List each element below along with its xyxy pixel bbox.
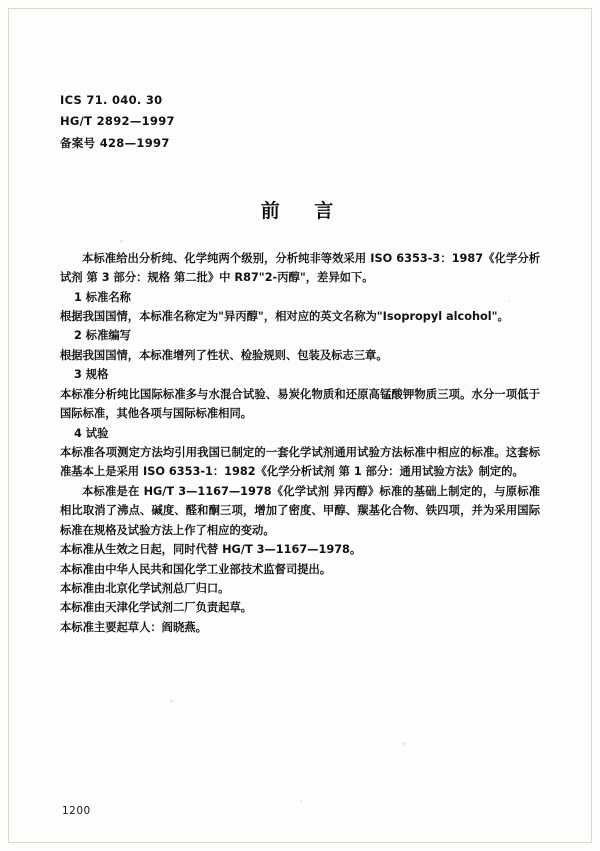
page-title: 前 言: [260, 199, 348, 222]
page-number: 1200: [62, 805, 91, 817]
paragraph: 根据我国国情，本标准名称定为"异丙醇"，相对应的英文名称为"Isopropyl alcohol"。: [60, 310, 509, 324]
paragraph: 本标准由中华人民共和国化学工业部技术监督司提出。: [60, 562, 332, 576]
foreword-tail: [60, 540, 540, 637]
paragraph: 本标准各项测定方法均引用我国已制定的一套化学试剂通用试验方法标准中相应的标准。这套标准基本上是采用 ISO 6353-1：1982《化学分析试剂 第 1 部分：通用试验方法》制定的。: [60, 446, 540, 479]
paragraph: 本标准给出分析纯、化学纯两个级别，分析纯非等效采用 ISO 6353-3：1987《化学分析试剂 第 3 部分：规格 第二批》中 R87"2-丙醇"，差异如下。: [60, 251, 540, 285]
scan-speck: [402, 742, 405, 745]
standard-header: [60, 90, 540, 154]
clause-heading: 2 标准编写: [74, 329, 131, 343]
paragraph: 本标准是在 HG/T 3—1167—1978《化学试剂 异丙醇》标准的基础上制定的，与原标准相比取消了沸点、碱度、醛和酮三项，增加了密度、甲醇、羰基化合物、铁四项，并为采用国际标准在规格及试验方法上作了相应的变动。: [60, 484, 540, 537]
scan-speck: [300, 800, 302, 802]
standard-number: HG/T 2892—1997: [60, 114, 175, 129]
record-number: 备案号 428—1997: [60, 135, 170, 150]
clause-heading: 4 试验: [74, 426, 109, 440]
paragraph: 本标准主要起草人：阎晓燕。: [60, 620, 207, 634]
scan-speck: [170, 700, 173, 703]
ics-code: ICS 71. 040. 30: [60, 93, 163, 107]
foreword-body: [60, 249, 540, 637]
paragraph: 本标准分析纯比国际标准多与水混合试验、易炭化物质和还原高锰酸钾物质三项。水分一项低于国际标准，其他各项与国际标准相同。: [60, 387, 540, 421]
clause-heading: 1 标准名称: [74, 290, 131, 304]
paragraph: 根据我国国情，本标准增列了性状、检验规则、包装及标志三章。: [60, 348, 388, 362]
paragraph: 本标准从生效之日起，同时代替 HG/T 3—1167—1978。: [60, 543, 362, 557]
paragraph: 本标准由北京化学试剂总厂归口。: [60, 581, 230, 595]
page-content: [60, 90, 540, 637]
paragraph: 本标准由天津化学试剂二厂负责起草。: [60, 601, 253, 615]
clause-heading: 3 规格: [74, 368, 109, 382]
